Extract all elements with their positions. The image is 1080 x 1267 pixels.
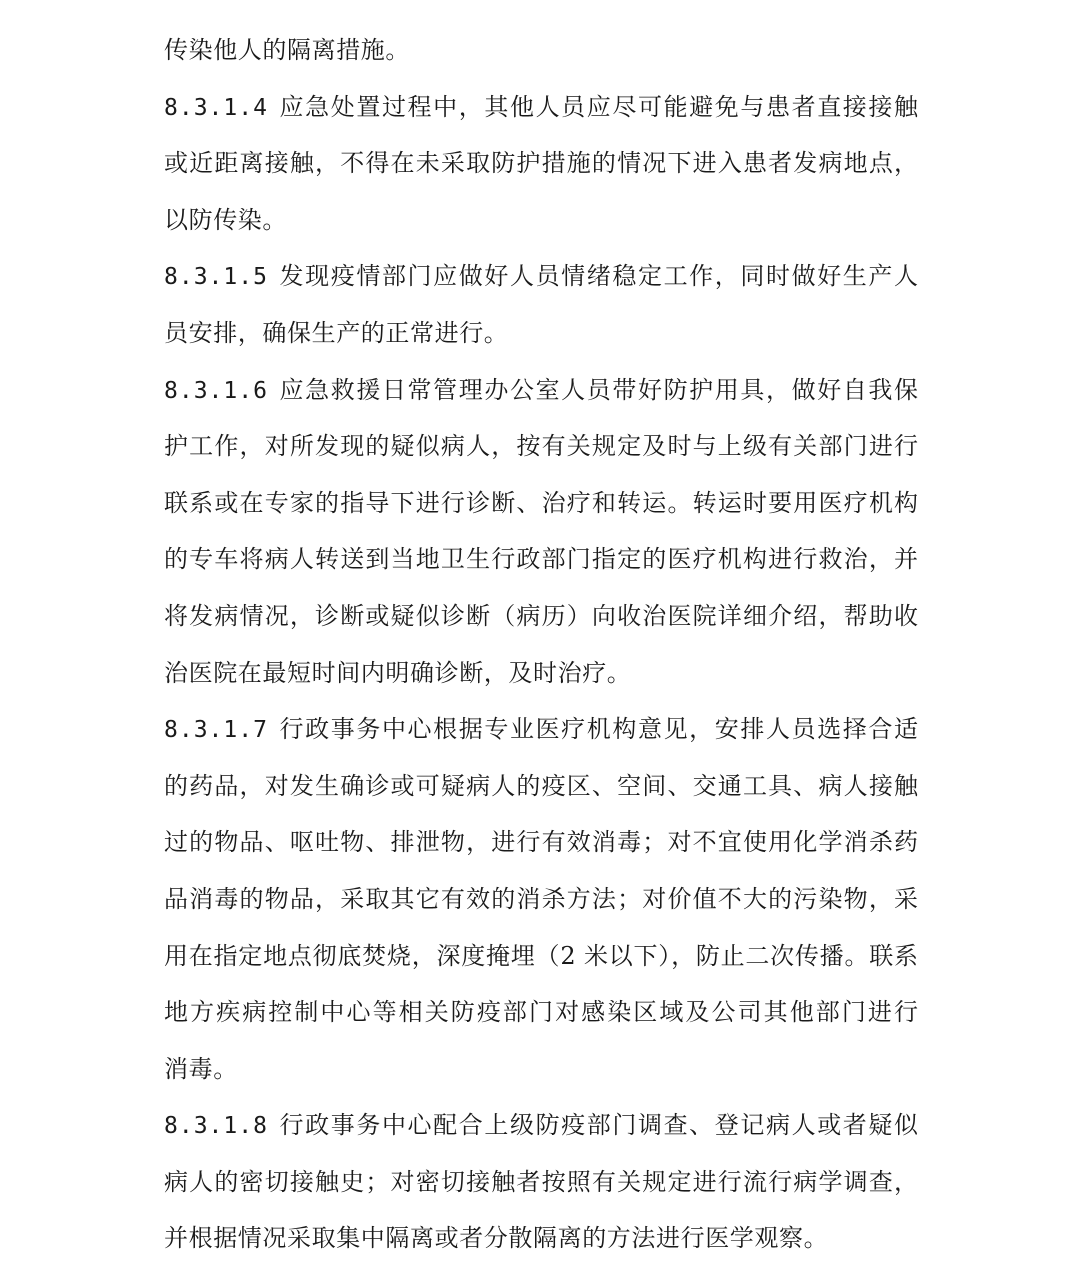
clause-text: 发现疫情部门应做好人员情绪稳定工作，同时做好生产人 [277,262,918,291]
clause-line: 联系或在专家的指导下进行诊断、治疗和转运。转运时要用医疗机构 [164,488,918,517]
clause-text: 行政事务中心配合上级防疫部门调查、登记病人或者疑似 [277,1111,918,1140]
clause-number: 8.3.1.5 [164,264,268,291]
clause-8-3-1-5 [164,248,918,361]
clause-number: 8.3.1.7 [164,717,268,744]
clause-line: 并根据情况采取集中隔离或者分散隔离的方法进行医学观察。 [164,1224,829,1253]
clause-line: 消毒。 [164,1054,238,1083]
clause-line: 以防传染。 [164,205,287,234]
clause-line: 或近距离接触，不得在未采取防护措施的情况下进入患者发病地点， [164,149,918,178]
paragraph-continuation: 传染他人的隔离措施。 [164,36,410,64]
clause-line: 治医院在最短时间内明确诊断，及时治疗。 [164,658,632,687]
clause-first-line [164,248,918,305]
clause-text: 应急救援日常管理办公室人员带好防护用具，做好自我保 [277,375,918,404]
clause-8-3-1-4 [164,79,918,249]
clause-number: 8.3.1.6 [164,377,268,404]
clause-line: 护工作，对所发现的疑似病人，按有关规定及时与上级有关部门进行 [164,432,918,461]
clause-number: 8.3.1.8 [164,1113,268,1140]
clause-line: 品消毒的物品，采取其它有效的消杀方法；对价值不大的污染物，采 [164,884,918,913]
clause-first-line [164,701,918,758]
clause-8-3-1-7 [164,701,918,1097]
clause-first-line [164,79,918,136]
clause-line: 地方疾病控制中心等相关防疫部门对感染区域及公司其他部门进行 [164,998,918,1027]
clause-first-line [164,362,918,419]
clause-line: 过的物品、呕吐物、排泄物，进行有效消毒；对不宜使用化学消杀药 [164,828,918,857]
clause-line: 病人的密切接触史；对密切接触者按照有关规定进行流行病学调查， [164,1167,918,1196]
document-body [164,22,918,1267]
clause-first-line [164,1097,918,1154]
clause-8-3-1-6 [164,362,918,702]
clause-text: 应急处置过程中，其他人员应尽可能避免与患者直接接触 [277,92,918,121]
clause-line: 的专车将病人转送到当地卫生行政部门指定的医疗机构进行救治，并 [164,545,918,574]
clause-line: 将发病情况，诊断或疑似诊断（病历）向收治医院详细介绍，帮助收 [164,601,918,630]
clause-line: 员安排，确保生产的正常进行。 [164,318,509,347]
clause-line: 用在指定地点彻底焚烧，深度掩埋（2 米以下），防止二次传播。联系 [164,941,918,970]
clause-text: 行政事务中心根据专业医疗机构意见，安排人员选择合适 [277,715,918,744]
clause-number: 8.3.1.4 [164,94,268,121]
clause-8-3-1-8 [164,1097,918,1267]
clause-line: 的药品，对发生确诊或可疑病人的疫区、空间、交通工具、病人接触 [164,771,918,800]
